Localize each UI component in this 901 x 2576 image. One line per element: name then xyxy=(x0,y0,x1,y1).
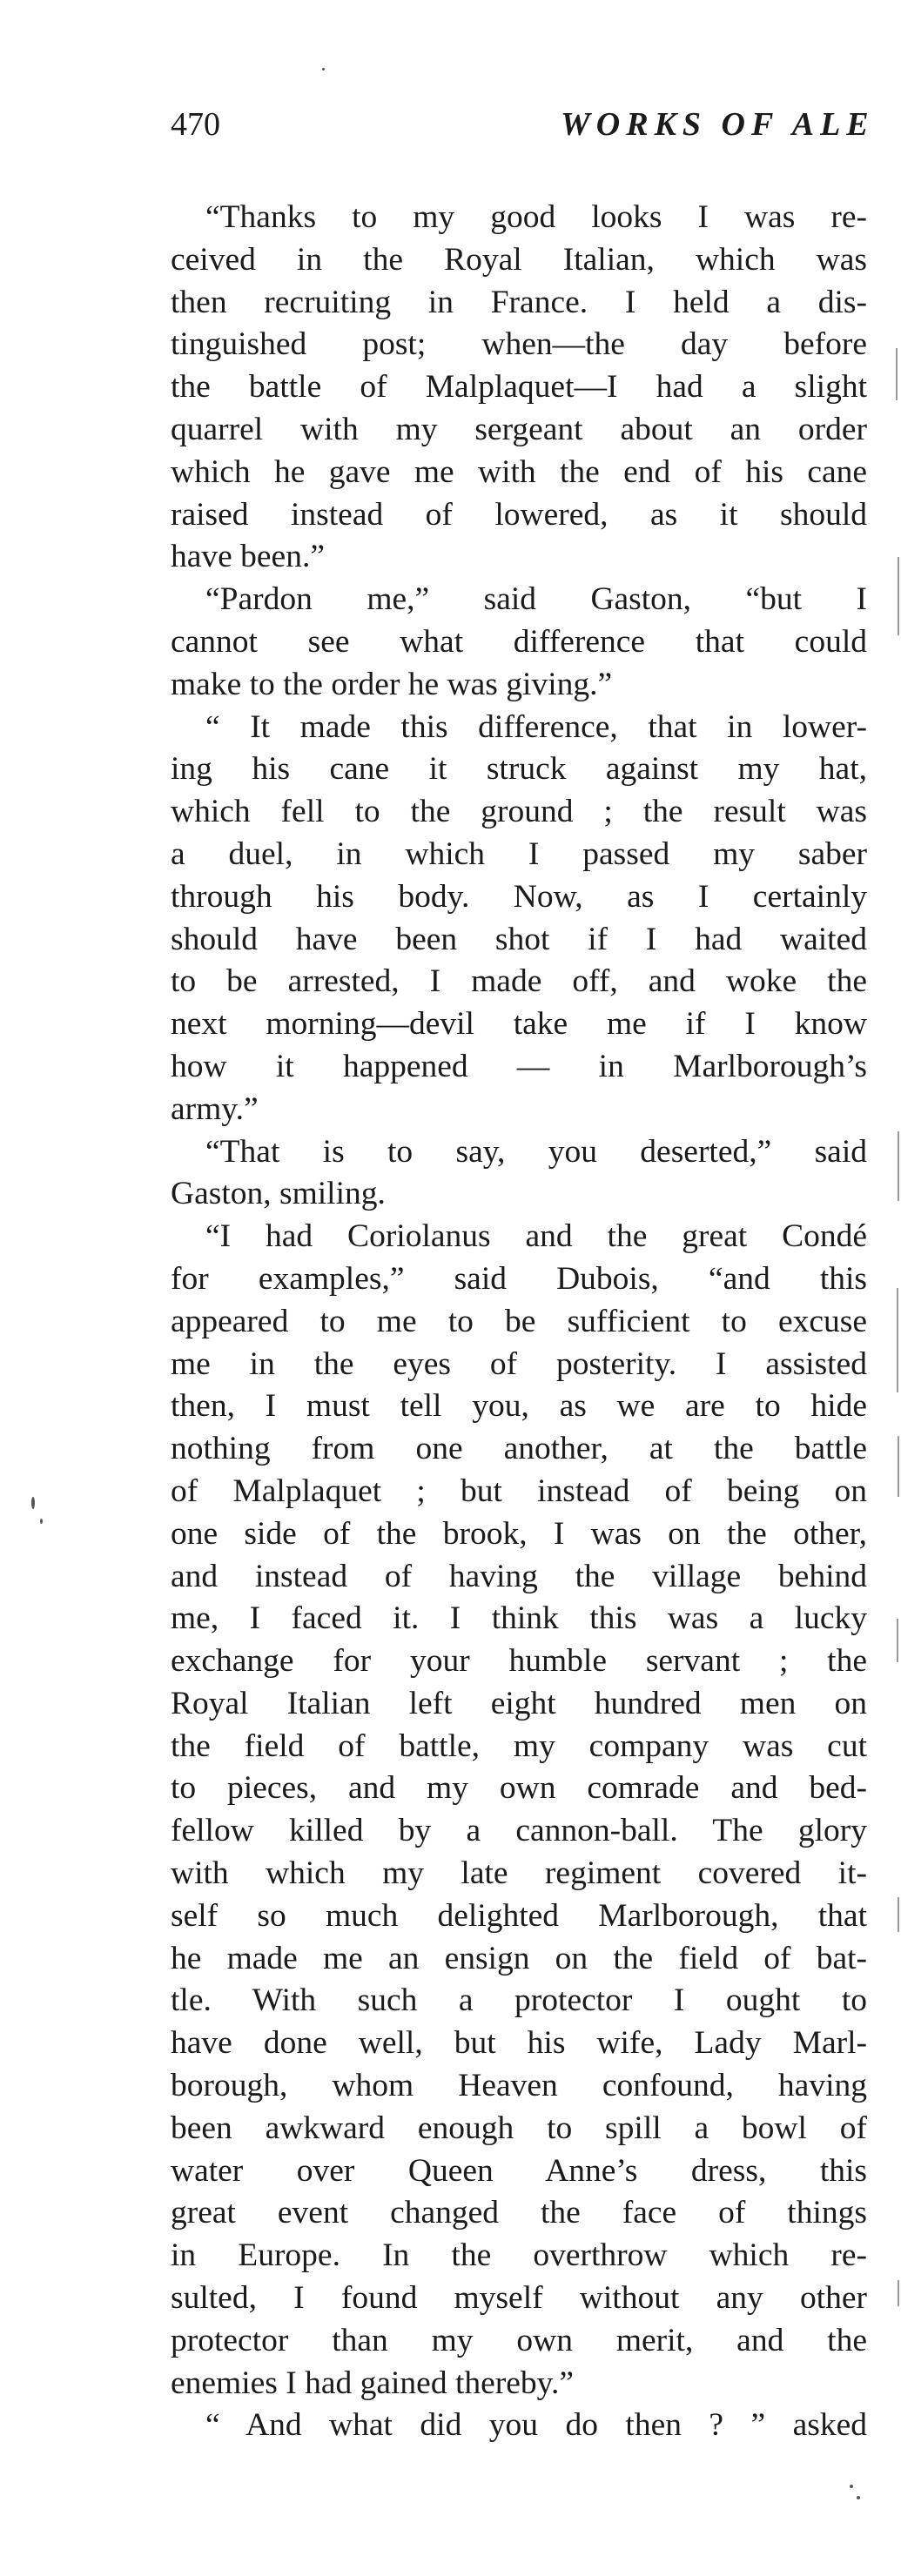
text-line: great event changed the face of things xyxy=(171,2195,867,2231)
text-line: sulted, I found myself without any other xyxy=(171,2280,867,2317)
gutter-mark xyxy=(897,1288,898,1392)
text-line: army.” xyxy=(171,1090,259,1127)
text-line: water over Queen Anne’s dress, this xyxy=(171,2152,867,2189)
text-line: the battle of Malplaquet—I had a slight xyxy=(171,369,867,406)
gutter-mark xyxy=(898,1897,899,1932)
text-line: next morning—devil take me if I know xyxy=(171,1006,867,1043)
gutter-mark xyxy=(896,348,898,400)
text-line: then recruiting in France. I held a dis- xyxy=(171,284,867,320)
text-line: “Thanks to my good looks I was re- xyxy=(205,199,867,235)
gutter-mark xyxy=(898,2280,899,2306)
text-line: exchange for your humble servant ; the xyxy=(171,1643,867,1680)
gutter-mark xyxy=(898,1131,899,1201)
text-line: which fell to the ground ; the result was xyxy=(171,794,867,830)
text-line: one side of the brook, I was on the other, xyxy=(171,1515,867,1552)
text-line: “Pardon me,” said Gaston, “but I xyxy=(205,581,867,618)
text-line: fellow killed by a cannon-ball. The glory xyxy=(171,1813,867,1849)
gutter-mark xyxy=(898,557,899,635)
gutter-mark xyxy=(897,1619,898,1662)
text-line: tle. With such a protector I ought to xyxy=(171,1982,867,2019)
text-line: been awkward enough to spill a bowl of xyxy=(171,2110,867,2146)
text-line: for examples,” said Dubois, “and this xyxy=(171,1260,867,1297)
text-line: have done well, but his wife, Lady Marl- xyxy=(171,2025,867,2062)
text-line: make to the order he was giving.” xyxy=(171,666,613,702)
gutter-mark xyxy=(898,1436,899,1497)
text-line: nothing from one another, at the battle xyxy=(171,1431,867,1467)
body-text xyxy=(171,197,867,2447)
text-line: should have been shot if I had waited xyxy=(171,921,867,957)
text-line: borough, whom Heaven confound, having xyxy=(171,2068,867,2104)
scan-speck xyxy=(31,1497,35,1509)
text-line: he made me an ensign on the field of bat- xyxy=(171,1940,867,1976)
text-line: raised instead of lowered, as it should xyxy=(171,496,867,533)
scan-speck xyxy=(857,2496,860,2499)
text-line: quarrel with my sergeant about an order xyxy=(171,411,867,447)
text-line: me, I faced it. I think this was a lucky xyxy=(171,1600,867,1637)
text-line: then, I must tell you, as we are to hide xyxy=(171,1388,867,1425)
text-line: Royal Italian left eight hundred men on xyxy=(171,1685,867,1721)
text-line: a duel, in which I passed my saber xyxy=(171,835,867,872)
text-line: self so much delighted Marlborough, that xyxy=(171,1897,867,1934)
text-line: enemies I had gained thereby.” xyxy=(171,2365,574,2401)
text-line: “I had Coriolanus and the great Condé xyxy=(205,1218,867,1255)
text-line: have been.” xyxy=(171,539,325,575)
page-number: 470 xyxy=(171,106,220,143)
text-line: in Europe. In the overthrow which re- xyxy=(171,2237,867,2274)
text-line: tinguished post; when—the day before xyxy=(171,326,867,363)
text-line: protector than my own merit, and the xyxy=(171,2322,867,2358)
text-line: ceived in the Royal Italian, which was xyxy=(171,241,867,278)
page-header xyxy=(171,103,901,146)
text-line: “ It made this difference, that in lower- xyxy=(205,708,867,745)
text-line: “That is to say, you deserted,” said xyxy=(205,1133,867,1170)
scan-speck xyxy=(40,1519,43,1524)
text-line: “ And what did you do then ? ” asked xyxy=(205,2407,867,2444)
text-line: the field of battle, my company was cut xyxy=(171,1727,867,1764)
text-line: with which my late regiment covered it- xyxy=(171,1855,867,1892)
text-line: me in the eyes of posterity. I assisted xyxy=(171,1345,867,1382)
text-line: ing his cane it struck against my hat, xyxy=(171,751,867,788)
text-line: appeared to me to be sufficient to excuse xyxy=(171,1303,867,1339)
text-line: Gaston, smiling. xyxy=(171,1176,386,1212)
text-line: how it happened — in Marlborough’s xyxy=(171,1048,867,1084)
text-line: and instead of having the village behind xyxy=(171,1558,867,1594)
text-line: to pieces, and my own comrade and bed- xyxy=(171,1770,867,1807)
text-line: to be arrested, I made off, and woke the xyxy=(171,963,867,1000)
running-title: WORKS OF ALE xyxy=(561,106,875,143)
scan-speck xyxy=(322,68,325,70)
text-line: of Malplaquet ; but instead of being on xyxy=(171,1472,867,1509)
text-line: cannot see what difference that could xyxy=(171,623,867,660)
scan-speck xyxy=(850,2485,853,2488)
text-line: through his body. Now, as I certainly xyxy=(171,878,867,915)
text-line: which he gave me with the end of his cane xyxy=(171,453,867,490)
